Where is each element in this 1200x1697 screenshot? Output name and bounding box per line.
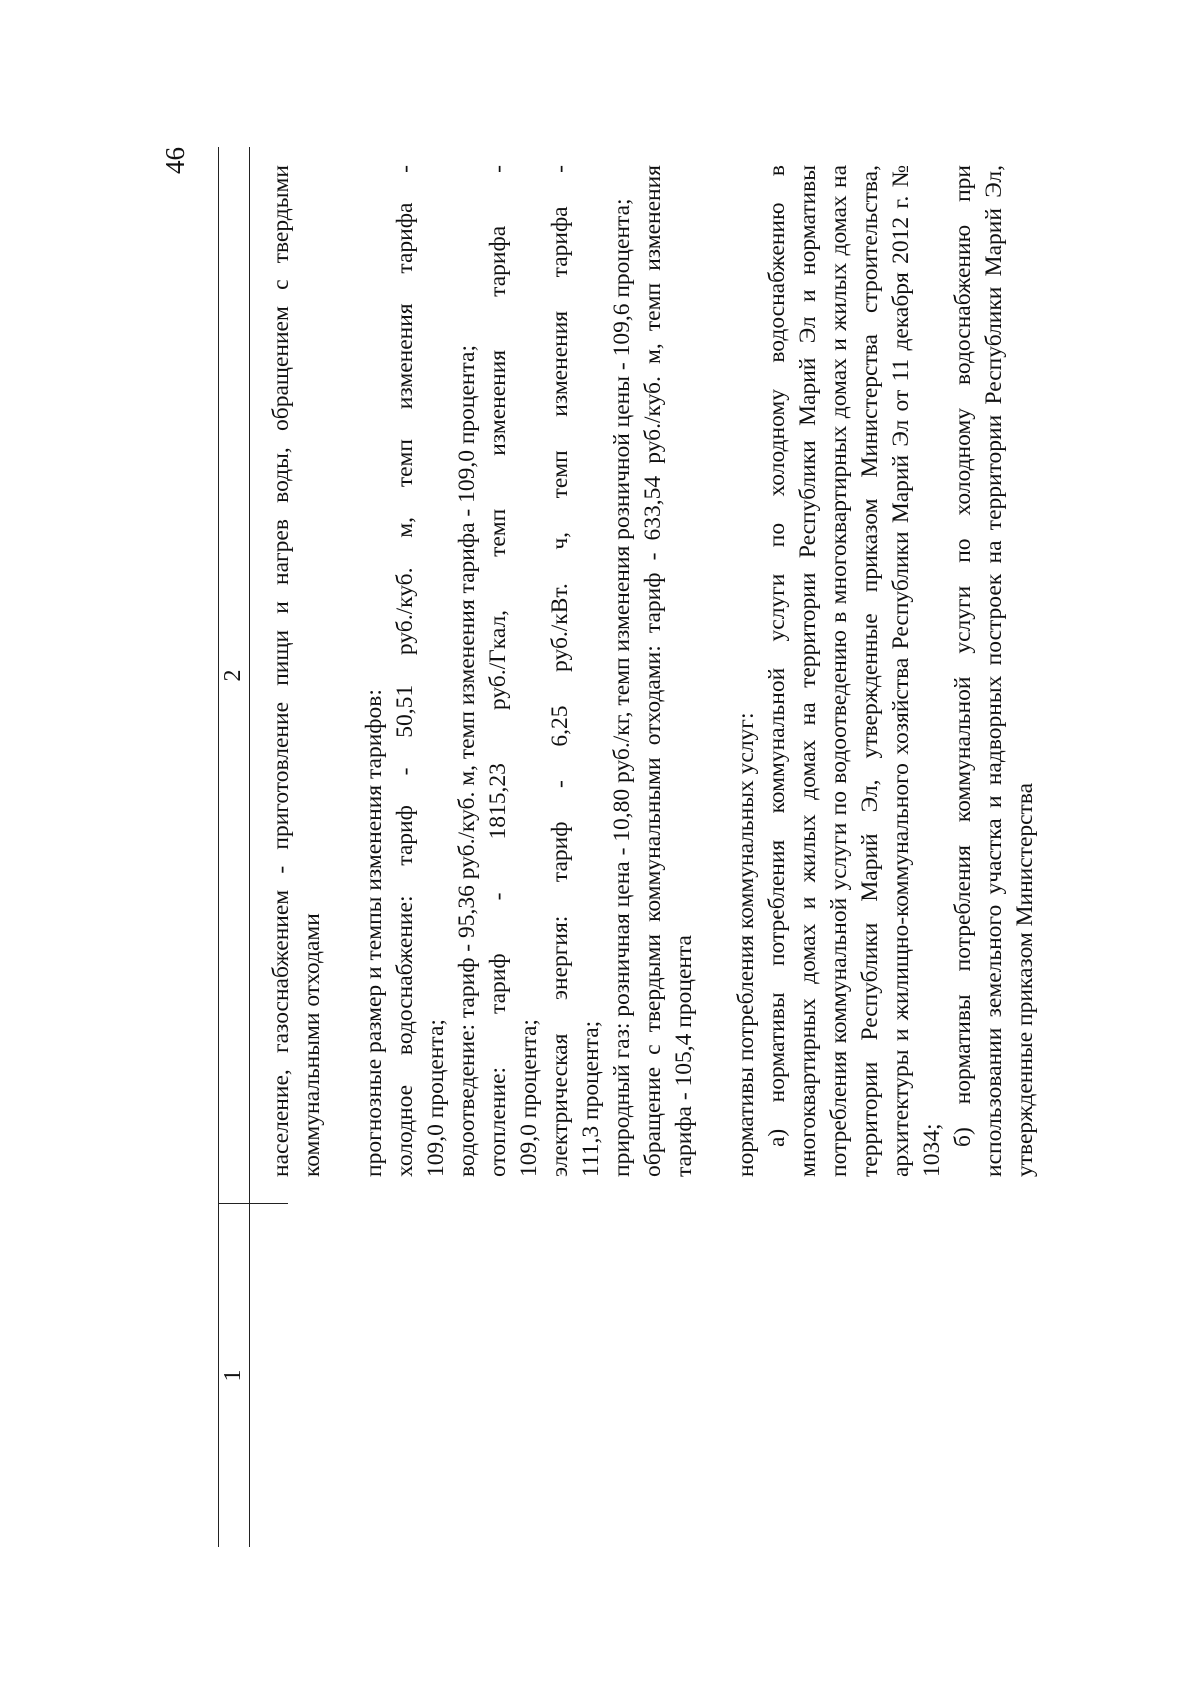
column-number-1: 1 [218, 1203, 248, 1547]
table-column-number-row [218, 147, 250, 1547]
norm-a-paragraph: а) нормативы потребления коммунальной услуги по холодному водоснабжению в многоквартирных домах и жилых домах на территории Республики Марий Эл и нормативы потребления коммунальной услуги по водоотведению в многоквартирных домах и жилых домах на территории Республики Марий Эл, утвержденные приказом Министерства строительства, архитектуры и жилищно-коммунального хозяйства Республики Марий Эл от 11 декабря 2012 г. № 1034; [764, 165, 945, 1177]
cold-water-line-2: 109,0 процента; [423, 1019, 449, 1177]
column-number-2: 2 [220, 669, 246, 682]
rotated-page [148, 147, 1098, 1547]
waste-line: обращение с твердыми коммунальными отходами: тариф - 633,54 руб./куб. м, темп изменения тарифа - 105,4 процента [640, 165, 697, 1177]
norms-heading: нормативы потребления коммунальных услуг: [733, 712, 759, 1177]
electric-line-1: электрическая энергия: тариф - 6,25 руб./кВт. ч, темп изменения тарифа - [547, 165, 573, 1177]
sewerage-line: водоотведение: тариф - 95,36 руб./куб. м, темп изменения тарифа - 109,0 процента; [454, 344, 480, 1177]
page-number: 46 [160, 147, 190, 174]
cold-water-line-1: холодное водоснабжение: тариф - 50,51 руб./куб. м, темп изменения тарифа - [392, 165, 418, 1177]
gas-line: природный газ: розничная цена - 10,80 руб./кг, темп изменения розничной цены - 109,6 процента; [609, 198, 635, 1177]
heating-line-2: 109,0 процента; [516, 1019, 542, 1177]
paragraph-population: население, газоснабжением - приготовление пищи и нагрев воды, обращением с твердыми коммунальными отходами [268, 165, 325, 1177]
norm-b-paragraph: б) нормативы потребления коммунальной услуги по холодному водоснабжению при использовании земельного участка и надворных построек на территории Республики Марий Эл, утвержденные приказом Министерства [950, 165, 1038, 1177]
heating-line-1: отопление: тариф - 1815,23 руб./Гкал, темп изменения тарифа - [485, 165, 511, 1177]
column-divider [248, 1203, 288, 1204]
electric-line-2: 111,3 процента; [578, 1020, 604, 1177]
table-cell-content [266, 165, 1041, 1177]
tariffs-heading: прогнозные размер и темпы изменения тарифов: [361, 689, 387, 1177]
